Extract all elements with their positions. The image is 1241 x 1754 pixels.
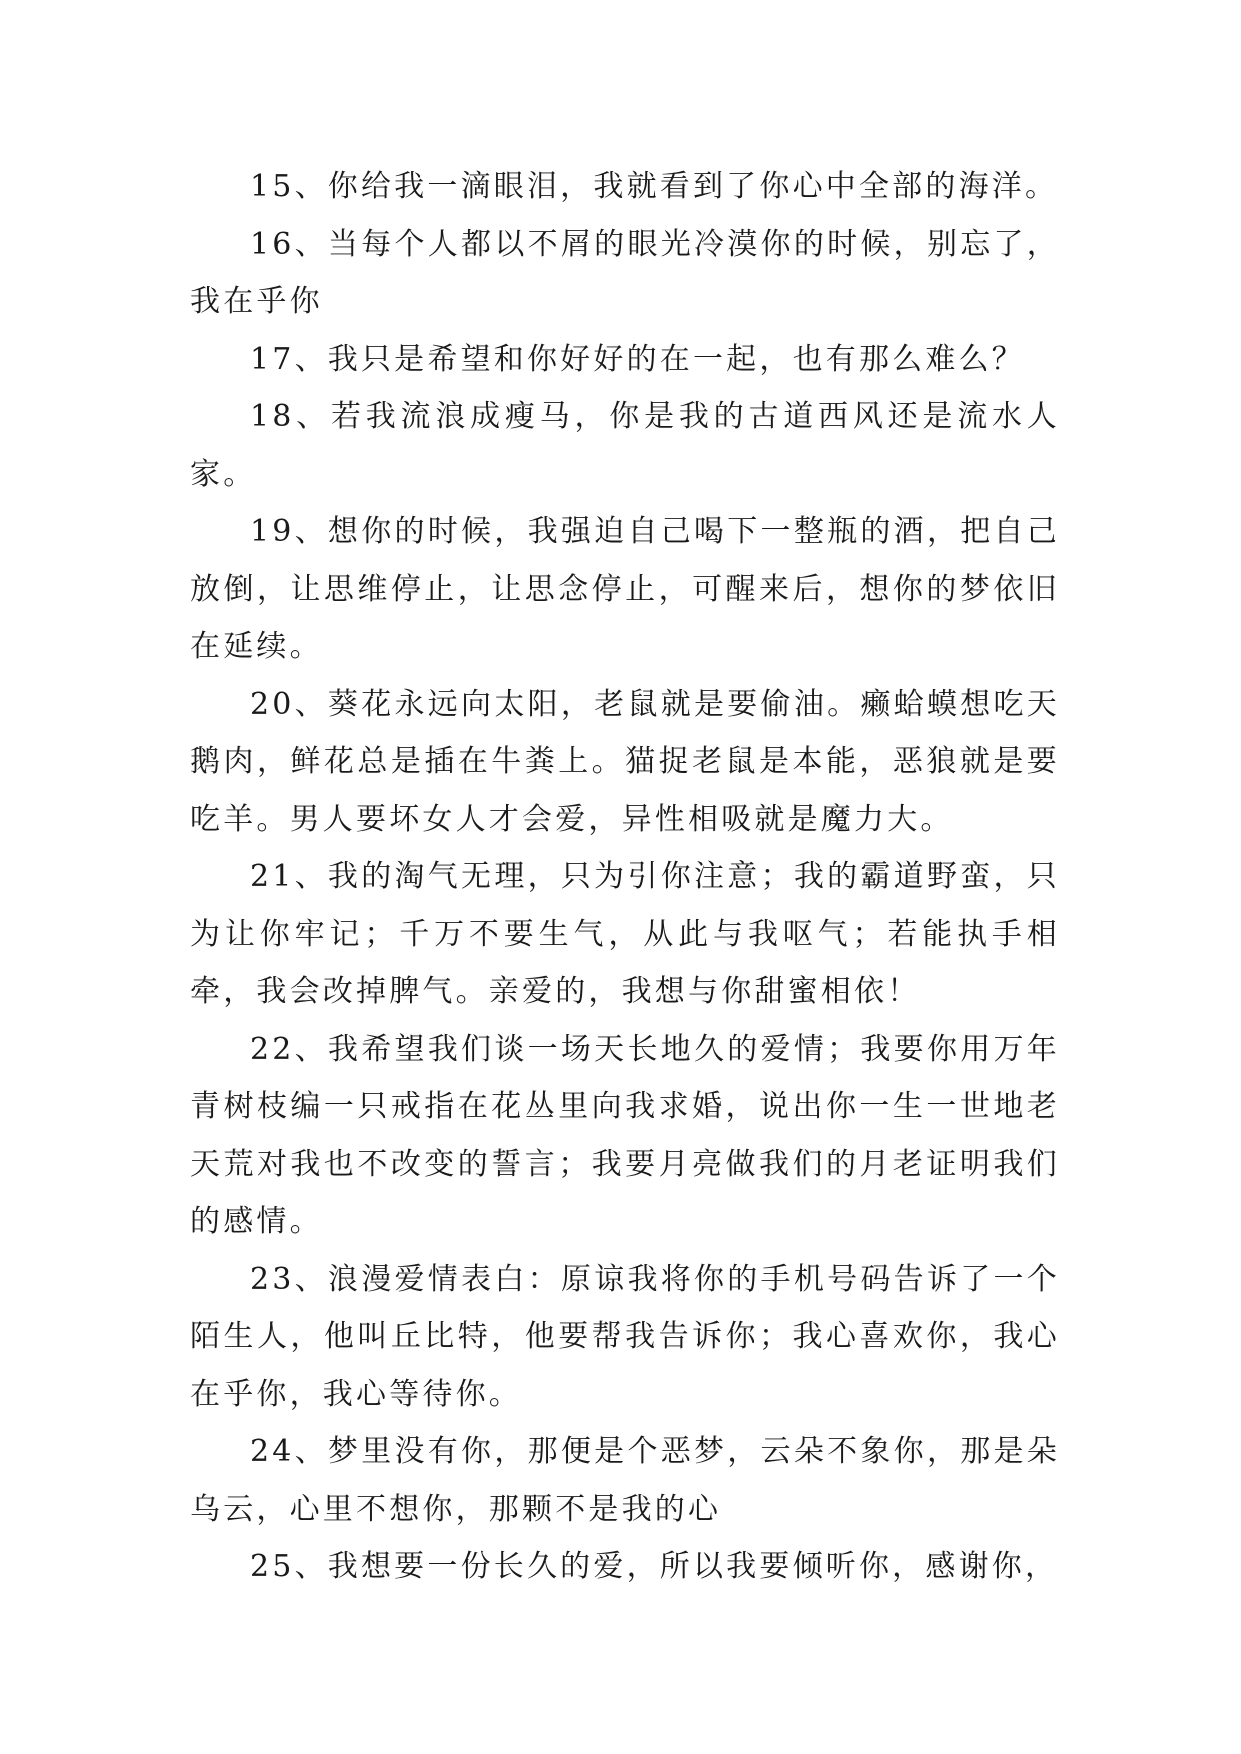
paragraph-19: 19、想你的时候，我强迫自己喝下一整瓶的酒，把自己放倒，让思维停止，让思念停止，可醒来后，想你的梦依旧在延续。 bbox=[190, 514, 1060, 664]
paragraph-21: 21、我的淘气无理，只为引你注意；我的霸道野蛮，只为让你牢记；千万不要生气，从此与我呕气；若能执手相牵，我会改掉脾气。亲爱的，我想与你甜蜜相依！ bbox=[190, 859, 1060, 1009]
paragraph-18: 18、若我流浪成瘦马，你是我的古道西风还是流水人家。 bbox=[190, 399, 1060, 492]
paragraph-17: 17、我只是希望和你好好的在一起，也有那么难么？ bbox=[250, 341, 1025, 377]
paragraph-24: 24、梦里没有你，那便是个恶梦，云朵不象你，那是朵乌云，心里不想你，那颗不是我的心 bbox=[190, 1434, 1060, 1527]
paragraph-15: 15、你给我一滴眼泪，我就看到了你心中全部的海洋。 bbox=[250, 169, 1059, 204]
paragraph-22: 22、我希望我们谈一场天长地久的爱情；我要你用万年青树枝编一只戒指在花丛里向我求婚，说出你一生一世地老天荒对我也不改变的誓言；我要月亮做我们的月老证明我们的感情。 bbox=[190, 1031, 1060, 1239]
paragraph-16: 16、当每个人都以不屑的眼光冷漠你的时候，别忘了，我在乎你 bbox=[190, 226, 1060, 319]
paragraph-25: 25、我想要一份长久的爱，所以我要倾听你，感谢你， bbox=[250, 1549, 1059, 1584]
document-body bbox=[190, 158, 1060, 1596]
paragraph-20: 20、葵花永远向太阳，老鼠就是要偷油。癞蛤蟆想吃天鹅肉，鲜花总是插在牛粪上。猫捉老鼠是本能，恶狼就是要吃羊。男人要坏女人才会爱，异性相吸就是魔力大。 bbox=[190, 686, 1060, 837]
paragraph-23: 23、浪漫爱情表白：原谅我将你的手机号码告诉了一个陌生人，他叫丘比特，他要帮我告诉你；我心喜欢你，我心在乎你，我心等待你。 bbox=[190, 1261, 1060, 1412]
